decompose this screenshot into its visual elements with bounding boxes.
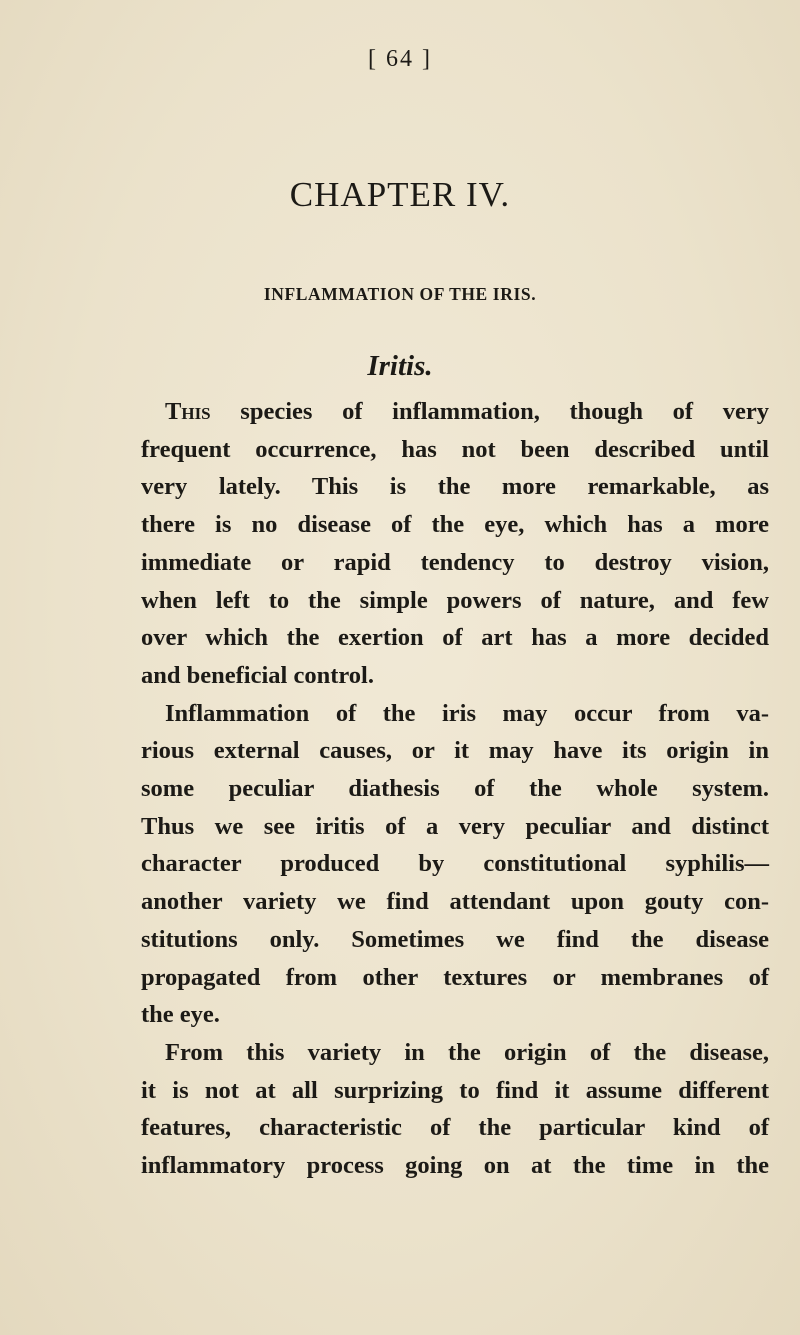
text-line: character produced by constitutional syphilis— — [141, 850, 769, 878]
text-line: another variety we find attendant upon gouty con- — [141, 888, 769, 916]
text-line: some peculiar diathesis of the whole system. — [141, 775, 769, 803]
text-line: frequent occurrence, has not been described until — [141, 435, 769, 463]
text-line: and beneficial control. — [141, 661, 374, 689]
section-title: Iritis. — [367, 350, 433, 382]
text-line: immediate or rapid tendency to destroy vision, — [141, 548, 769, 576]
text-line: inflammatory process going on at the time in the — [141, 1152, 769, 1180]
text-line: very lately. This is the more remarkable, as — [141, 473, 769, 501]
text-line: the eye. — [141, 1001, 220, 1029]
text-line: stitutions only. Sometimes we find the disease — [141, 925, 769, 953]
text-line: propagated from other textures or membranes of — [141, 963, 769, 991]
body-text — [141, 393, 769, 1185]
text-line: This species of inflammation, though of very — [165, 398, 769, 425]
opening-word: This — [165, 398, 211, 425]
text-line: features, characteristic of the particular kind of — [141, 1114, 769, 1142]
page-number: [ 64 ] — [368, 46, 432, 72]
text-line: Thus we see iritis of a very peculiar and distinct — [141, 812, 769, 840]
chapter-subtitle: INFLAMMATION OF THE IRIS. — [263, 284, 537, 304]
text-line: when left to the simple powers of nature, and few — [141, 586, 769, 614]
text-line: Inflammation of the iris may occur from va- — [165, 699, 769, 727]
text-line: over which the exertion of art has a more decided — [141, 624, 769, 652]
chapter-title: CHAPTER IV. — [289, 175, 511, 214]
text-line: there is no disease of the eye, which has a more — [141, 511, 769, 539]
text-line: rious external causes, or it may have its origin in — [141, 737, 769, 765]
text-line: From this variety in the origin of the disease, — [165, 1038, 769, 1066]
text-line: it is not at all surprizing to find it assume different — [141, 1076, 769, 1104]
